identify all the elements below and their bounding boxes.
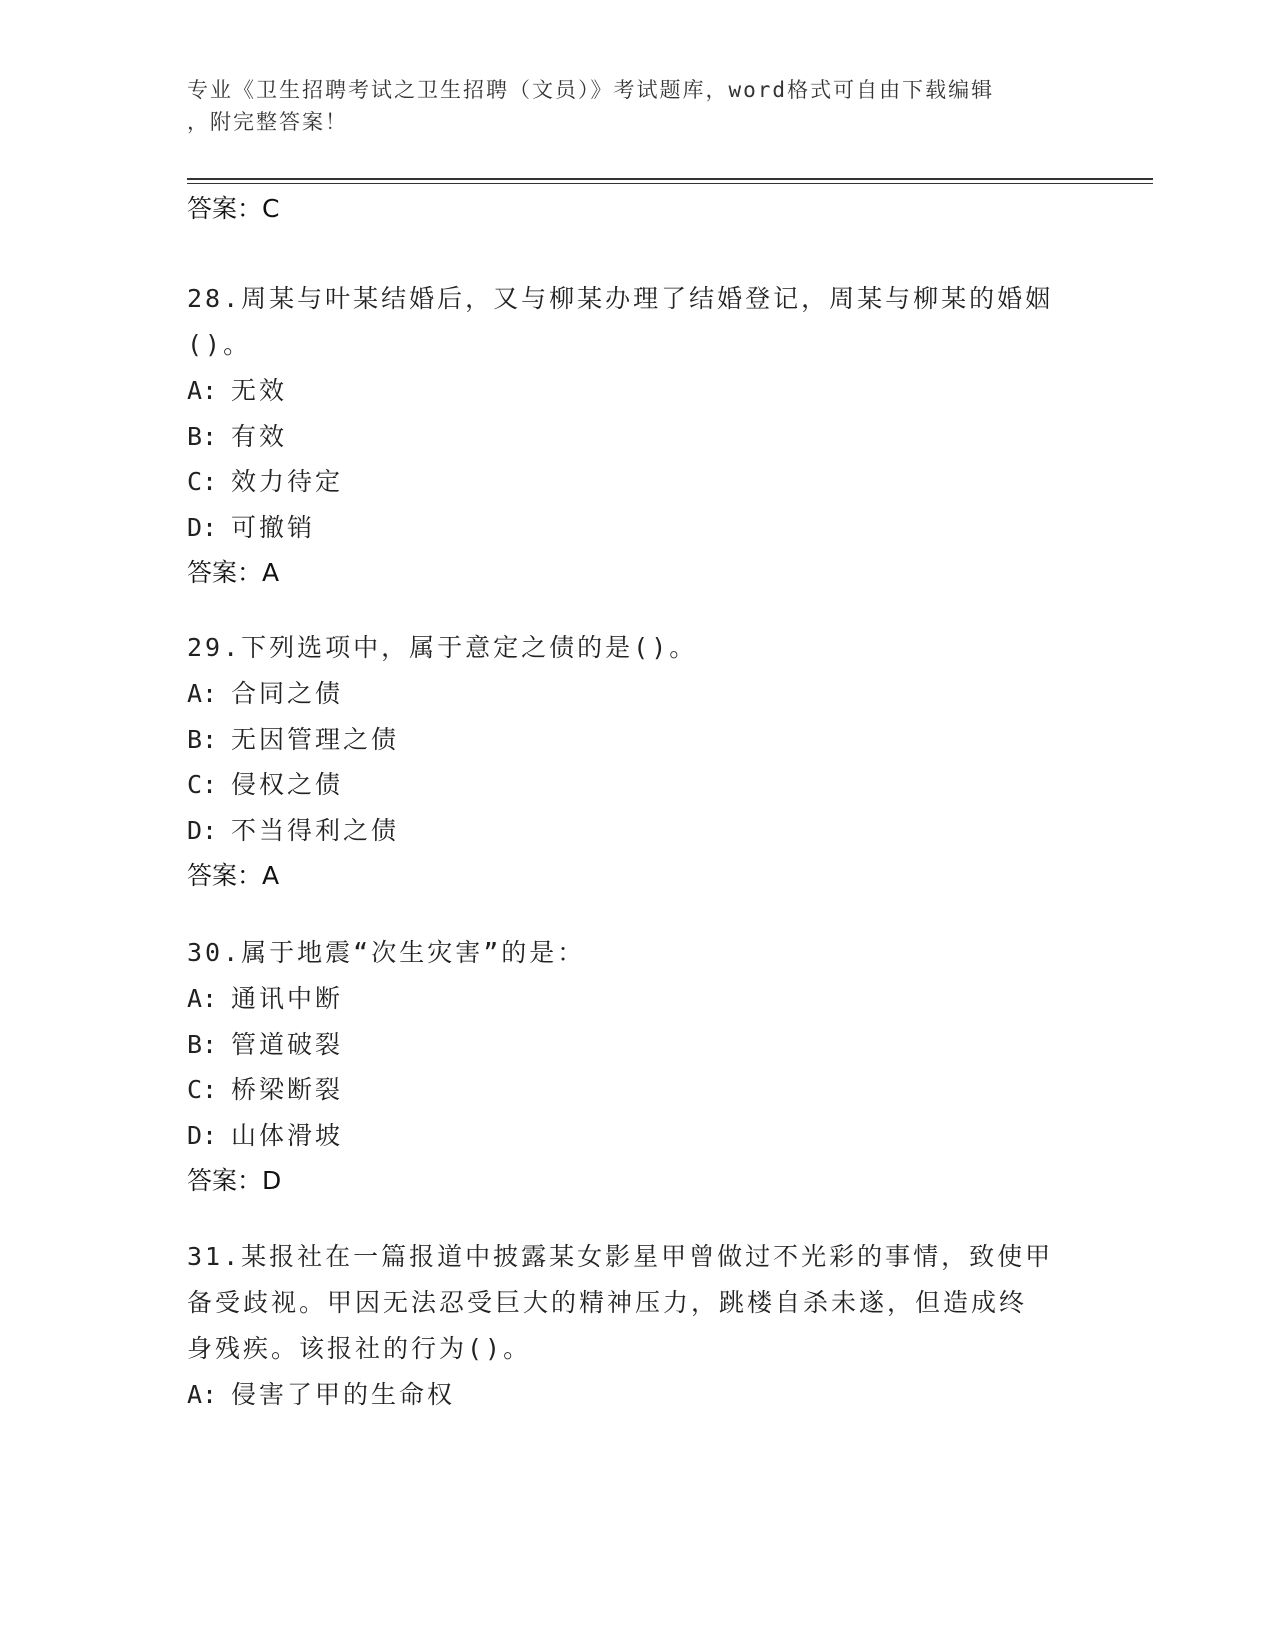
option-label: A: [187,679,218,708]
option-label: B: [187,421,218,451]
option-label: D: [187,1120,218,1150]
option-text: 效力待定 [231,467,344,496]
option-text: 合同之债 [231,679,344,708]
option-text: 桥梁断裂 [231,1075,344,1104]
option-c [187,459,1087,505]
answer-line [187,550,1087,596]
question-block [187,276,1087,596]
option-label: A: [187,1380,218,1409]
answer-line [187,1158,1087,1204]
option-label: A: [187,984,218,1013]
answer-value: C [262,194,280,223]
option-label: D: [187,815,218,845]
option-a [187,671,1087,717]
header-line-1: 专业《卫生招聘考试之卫生招聘（文员）》考试题库，word格式可自由下载编辑 [187,78,995,102]
header-divider [187,178,1153,180]
answer-value: D [262,1166,282,1195]
option-label: A: [187,376,218,405]
question-block [187,930,1087,1204]
answer-value: A [262,861,280,890]
option-label: C: [187,467,218,496]
option-d [187,808,1087,854]
answer-value: A [262,558,280,587]
option-label: D: [187,512,218,542]
question-text-line: 28.周某与叶某结婚后，又与柳某办理了结婚登记，周某与柳某的婚姻 [187,284,1054,313]
answer-label: 答案： [187,1166,263,1195]
option-c [187,762,1087,808]
option-text: 侵权之债 [231,770,344,799]
option-d [187,505,1087,551]
option-text: 可撤销 [231,512,316,542]
option-label: C: [187,1075,218,1104]
answer-label: 答案： [187,558,263,587]
document-header [187,74,1087,138]
question-text-line: 备受歧视。甲因无法忍受巨大的精神压力，跳楼自杀未遂，但造成终 [187,1288,1028,1317]
option-text: 通讯中断 [231,984,344,1013]
option-text: 不当得利之债 [231,815,400,845]
option-a [187,976,1087,1022]
answer-label: 答案： [187,861,263,890]
option-b [187,1022,1087,1068]
header-line-2: ，附完整答案！ [187,110,348,134]
question-block [187,1234,1087,1418]
question-text-line: 31.某报社在一篇报道中披露某女影星甲曾做过不光彩的事情，致使甲 [187,1242,1054,1271]
question-block [187,625,1087,899]
question-text-line: 身残疾。该报社的行为()。 [187,1334,532,1363]
option-text: 有效 [231,421,288,451]
option-label: B: [187,724,218,754]
header-divider-thin [187,183,1153,184]
question-text-line: 29.下列选项中，属于意定之债的是()。 [187,633,698,662]
option-a [187,368,1087,414]
option-text: 山体滑坡 [231,1120,344,1150]
option-d [187,1113,1087,1159]
option-text: 无因管理之债 [231,724,400,754]
option-label: B: [187,1029,218,1059]
option-label: C: [187,770,218,799]
option-b [187,414,1087,460]
option-a [187,1372,1087,1418]
question-text-line: ()。 [187,330,252,359]
answer-label: 答案： [187,194,263,223]
option-c [187,1067,1087,1113]
question-text-line: 30.属于地震“次生灾害”的是： [187,938,586,967]
answer-line [187,853,1087,899]
option-b [187,717,1087,763]
option-text: 管道破裂 [231,1029,344,1059]
answer-line [187,186,1087,232]
option-text: 侵害了甲的生命权 [231,1380,456,1409]
option-text: 无效 [231,376,288,405]
